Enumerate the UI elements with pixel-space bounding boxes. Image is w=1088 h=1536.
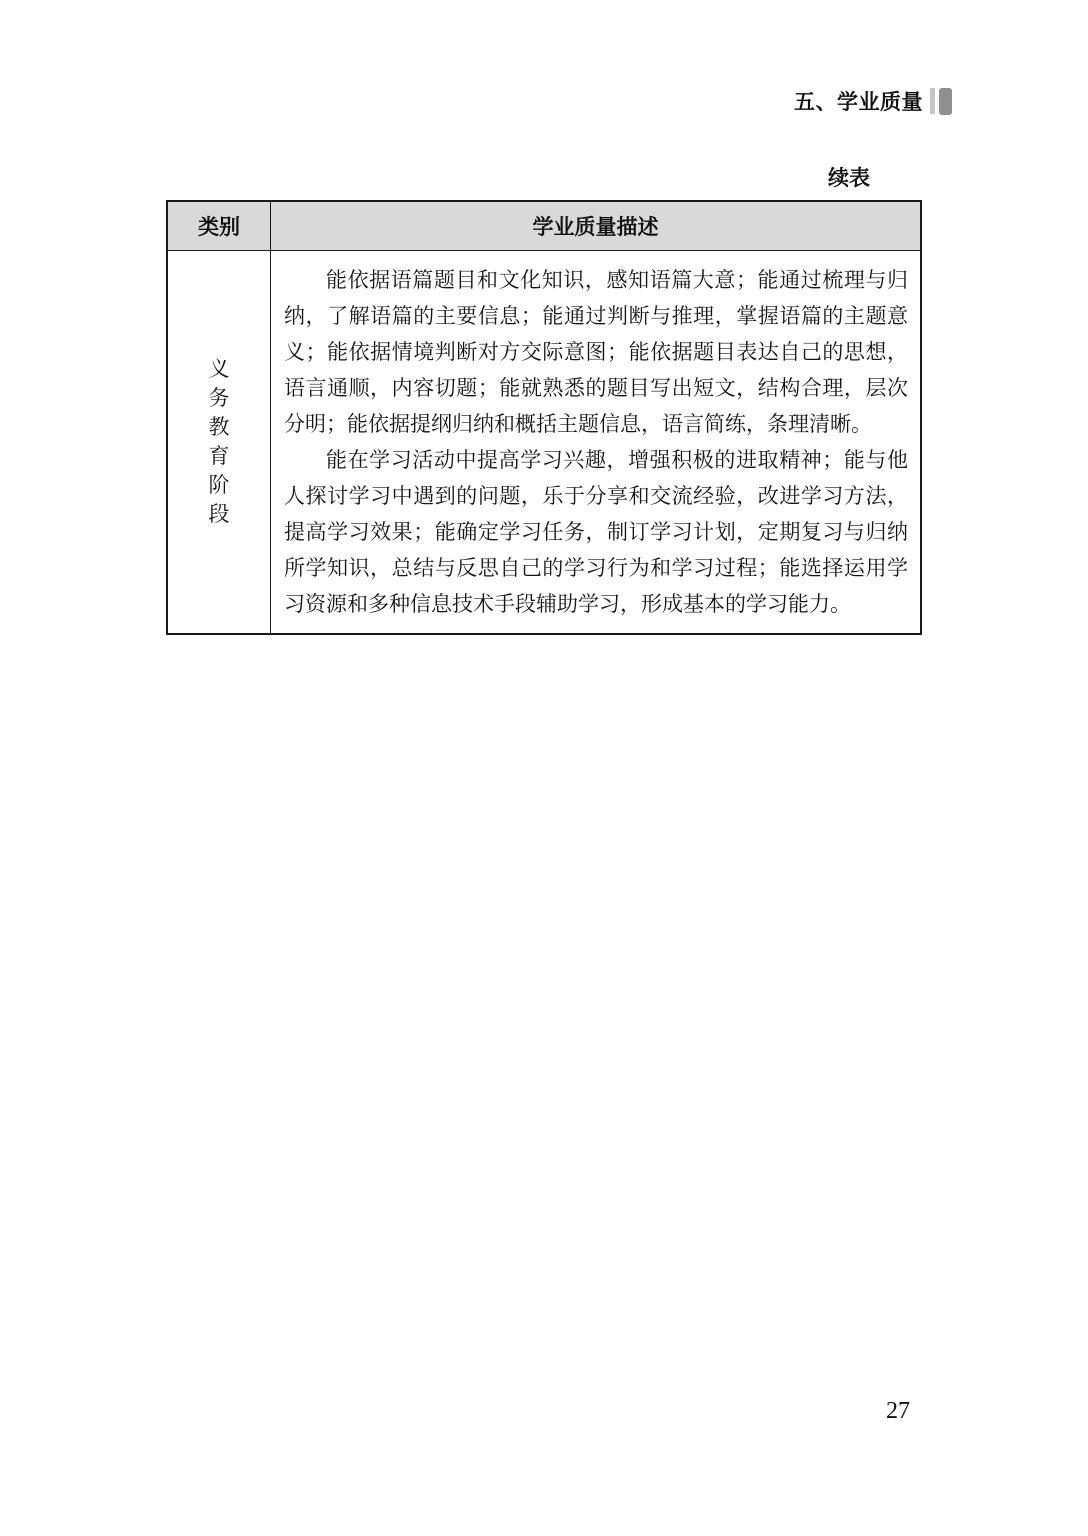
marker-bar-dark bbox=[939, 88, 952, 115]
description-paragraph-2: 能在学习活动中提高学习兴趣，增强积极的进取精神；能与他人探讨学习中遇到的问题，乐于分享和交流经验，改进学习方法，提高学习效果；能确定学习任务，制订学习计划，定期复习与归纳所学知识，总结与反思自己的学习行为和学习过程；能选择运用学习资源和多种信息技术手段辅助学习，形成基本的学习能力。 bbox=[284, 448, 908, 616]
marker-bar-light bbox=[930, 88, 935, 114]
section-title: 五、学业质量 bbox=[794, 91, 923, 114]
description-cell bbox=[271, 251, 920, 633]
category-text: 义务教育阶段 bbox=[208, 357, 230, 526]
category-cell bbox=[168, 251, 271, 633]
table-row bbox=[168, 251, 920, 633]
running-head bbox=[794, 86, 952, 116]
academic-quality-table bbox=[166, 200, 922, 635]
page-number: 27 bbox=[886, 1398, 910, 1424]
continued-table-label: 续表 bbox=[828, 167, 870, 190]
section-marker-icon bbox=[930, 88, 952, 115]
table-header-row bbox=[168, 202, 920, 251]
column-header-description: 学业质量描述 bbox=[532, 216, 659, 239]
description-paragraph-1: 能依据语篇题目和文化知识，感知语篇大意；能通过梳理与归纳，了解语篇的主要信息；能通过判断与推理，掌握语篇的主题意义；能依据情境判断对方交际意图；能依据题目表达自己的思想，语言通顺，内容切题；能就熟悉的题目写出短文，结构合理，层次分明；能依据提纲归纳和概括主题信息，语言简练，条理清晰。 bbox=[284, 268, 908, 436]
column-header-category: 类别 bbox=[168, 202, 271, 250]
